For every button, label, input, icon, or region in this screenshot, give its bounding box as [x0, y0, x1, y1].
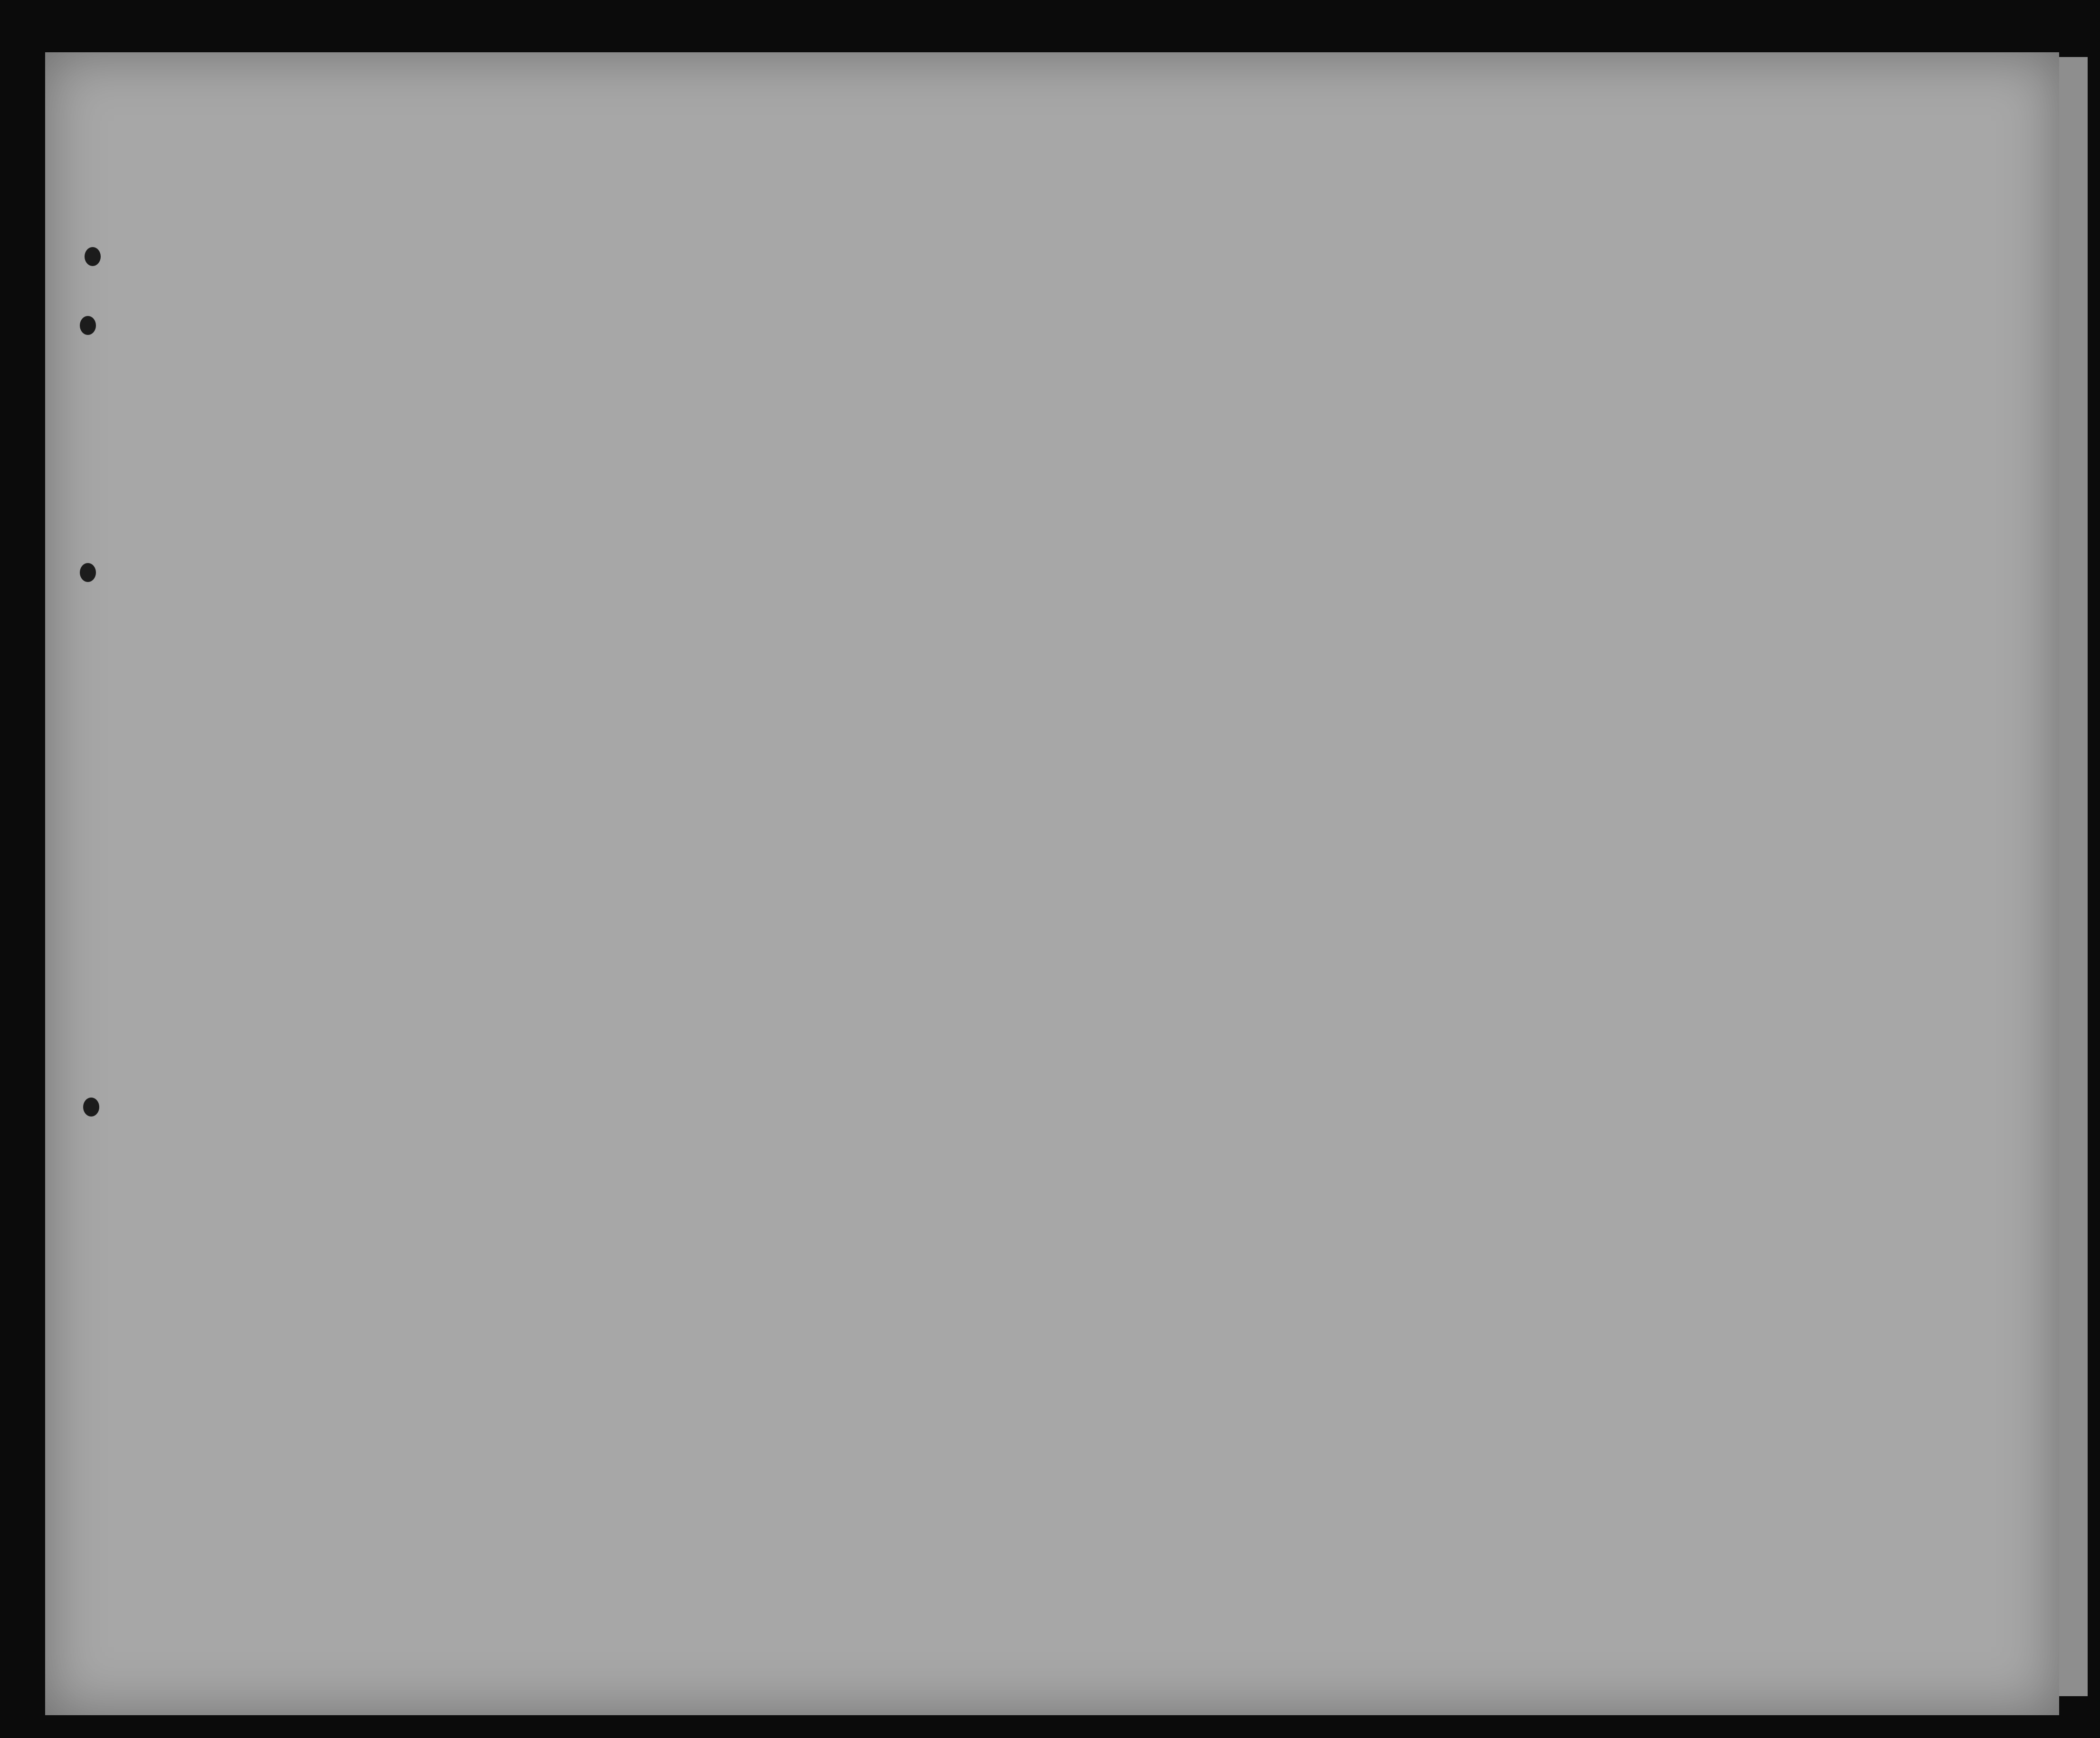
punch-hole: [80, 563, 96, 582]
punch-hole: [85, 247, 101, 266]
punch-hole: [80, 316, 96, 335]
punch-hole: [83, 1098, 99, 1117]
